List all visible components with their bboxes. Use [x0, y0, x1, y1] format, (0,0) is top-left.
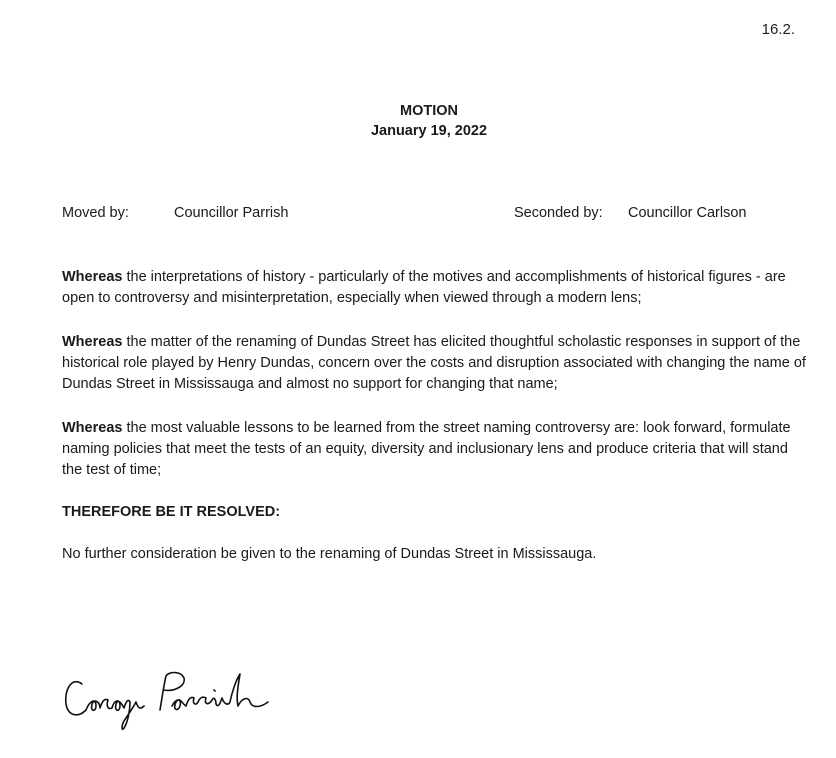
- motion-date: January 19, 2022: [370, 123, 488, 139]
- whereas-clause-1: [62, 267, 806, 309]
- whereas-clause-3: [62, 418, 806, 481]
- whereas-text: the interpretations of history - particularly of the motives and accomplishments of historical figures - are open to controversy and misinterpretation, especially when viewed through a modern lens;: [62, 269, 786, 306]
- motion-heading: [0, 101, 836, 141]
- resolution-text: No further consideration be given to the renaming of Dundas Street in Mississauga.: [62, 546, 597, 562]
- resolution-heading: THEREFORE BE IT RESOLVED:: [62, 504, 281, 520]
- seconded-by-name: Councillor Carlson: [628, 205, 747, 221]
- whereas-clause-2: [62, 332, 806, 395]
- handwritten-signature: [60, 662, 280, 737]
- movers-line: [62, 205, 822, 225]
- whereas-keyword: Whereas: [62, 334, 123, 350]
- whereas-text: the matter of the renaming of Dundas Street has elicited thoughtful scholastic responses in support of the historical role played by Henry Dundas, concern over the costs and disruption associated with changing the name of Dundas Street in Mississauga and almost no support for changing that name;: [62, 334, 806, 392]
- seconded-by-label: Seconded by:: [514, 205, 603, 221]
- page-number: 16.2.: [761, 21, 795, 38]
- moved-by-name: Councillor Parrish: [174, 205, 289, 221]
- whereas-text: the most valuable lessons to be learned from the street naming controversy are: look forward, formulate naming policies that meet the tests of an equity, diversity and inclusionary lens and produce criteria that will stand the test of time;: [62, 420, 791, 478]
- motion-title: MOTION: [400, 103, 458, 119]
- moved-by-label: Moved by:: [62, 205, 129, 221]
- whereas-keyword: Whereas: [62, 269, 123, 285]
- whereas-keyword: Whereas: [62, 420, 123, 436]
